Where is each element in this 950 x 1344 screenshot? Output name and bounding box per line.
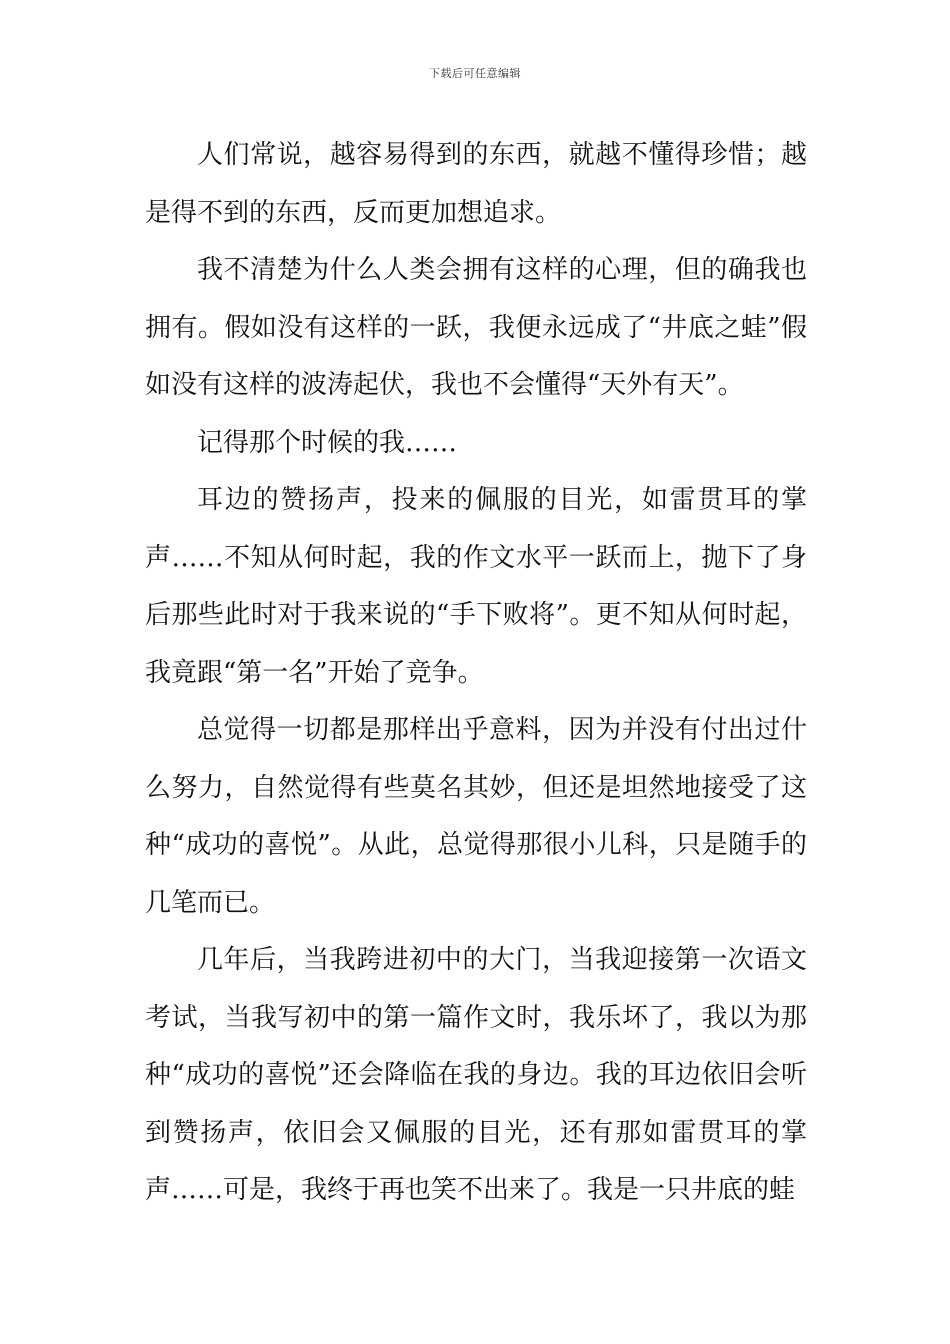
paragraph: 我不清楚为什么人类会拥有这样的心理，但的确我也拥有。假如没有这样的一跃，我便永远成了“井底之蛙”假如没有这样的波涛起伏，我也不会懂得“天外有天”。 (145, 255, 807, 400)
paragraph: 耳边的赞扬声，投来的佩服的目光，如雷贯耳的掌声……不知从何时起，我的作文水平一跃而上，抛下了身后那些此时对于我来说的“手下败将”。更不知从何时起，我竟跟“第一名”开始了竞争。 (145, 485, 807, 688)
page-header: 下载后可任意编辑 (429, 67, 521, 80)
document-body (145, 127, 807, 1220)
paragraph: 几年后，当我跨进初中的大门，当我迎接第一次语文考试，当我写初中的第一篇作文时，我乐坏了，我以为那种“成功的喜悦”还会降临在我的身边。我的耳边依旧会听到赞扬声，依旧会又佩服的目光，还有那如雷贯耳的掌声……可是，我终于再也笑不出来了。我是一只井底的蛙 (145, 945, 807, 1205)
paragraph: 人们常说，越容易得到的东西，就越不懂得珍惜；越是得不到的东西，反而更加想追求。 (145, 140, 807, 228)
paragraph: 记得那个时候的我…… (197, 427, 458, 458)
paragraph: 总觉得一切都是那样出乎意料，因为并没有付出过什么努力，自然觉得有些莫名其妙，但还是坦然地接受了这种“成功的喜悦”。从此，总觉得那很小儿科，只是随手的几笔而已。 (145, 715, 807, 918)
